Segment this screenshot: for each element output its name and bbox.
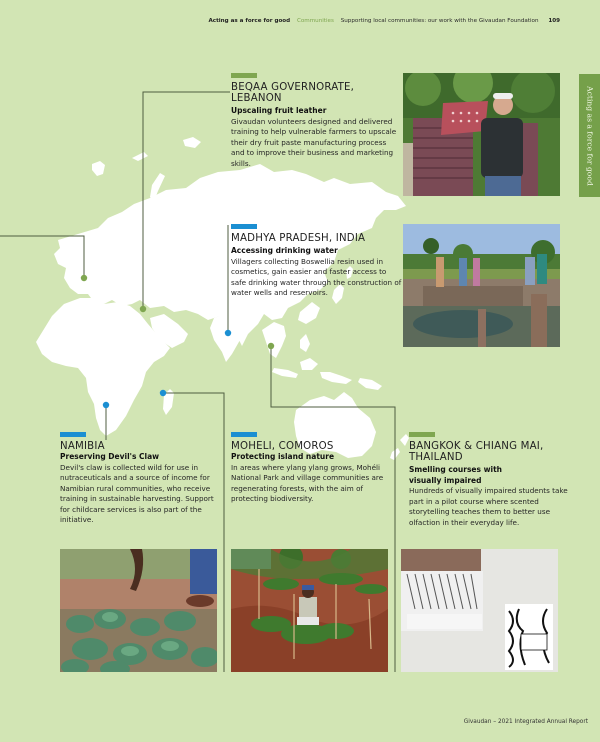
header-subsection: Communities xyxy=(296,18,334,24)
green-accent-bar xyxy=(409,432,435,437)
header-title: Supporting local communities: our work with the Givaudan Foundation xyxy=(340,18,539,24)
project-body: In areas where ylang ylang grows, Mohéli National Park and village communities are regenerating forests, with the aim of protecting biodiversity. xyxy=(231,462,384,503)
blue-accent-bar xyxy=(60,432,86,437)
running-header xyxy=(208,19,560,25)
project-body: Villagers collecting Boswellia resin used in cosmetics, gain easier and faster access to safe drinking water through the construction of water wells and reservoirs. xyxy=(231,256,402,297)
blue-accent-bar xyxy=(231,224,257,229)
page-number: 109 xyxy=(548,18,560,24)
blue-accent-bar xyxy=(231,432,257,437)
project-place: MOHELI, COMOROS xyxy=(231,441,334,452)
project-headline: Smelling courses with visually impaired xyxy=(409,465,503,485)
project-headline: Preserving Devil's Claw xyxy=(60,452,160,461)
project-headline: Protecting island nature xyxy=(231,452,335,461)
project-place: BEQAA GOVERNORATE, LEBANON xyxy=(231,82,355,104)
land-masses xyxy=(36,137,409,460)
project-body: Hundreds of visually impaired students take part in a pilot course where scented storytelling teaches them to better use olfaction in their everyday life. xyxy=(409,486,568,527)
green-accent-bar xyxy=(231,73,257,78)
project-namibia xyxy=(60,432,222,526)
project-thailand xyxy=(409,432,579,528)
header-section: Acting as a force for good xyxy=(208,18,291,24)
location-dot-namibia xyxy=(103,402,109,408)
location-dot-india xyxy=(225,330,231,336)
project-india xyxy=(231,224,403,299)
vegetable-garden-photo xyxy=(60,549,217,672)
project-headline: Accessing drinking water xyxy=(231,246,338,255)
location-dot-comoros xyxy=(160,390,166,396)
location-dot-lebanon xyxy=(140,306,146,312)
reforestation-planting-photo xyxy=(231,549,388,672)
project-lebanon xyxy=(231,73,401,169)
project-place: MADHYA PRADESH, INDIA xyxy=(231,233,366,244)
project-body: Givaudan volunteers designed and delivered training to help vulnerable farmers to upscale their dry fruit paste manufacturing process and to improve their business and marketing skills. xyxy=(231,116,397,168)
project-comoros xyxy=(231,432,395,505)
project-headline: Upscaling fruit leather xyxy=(231,106,327,115)
side-tab-label: Acting as a force for good xyxy=(585,85,594,186)
scent-strips-braille-book-photo xyxy=(401,549,558,672)
project-place: BANGKOK & CHIANG MAI, THAILAND xyxy=(409,441,544,463)
location-dot-france xyxy=(81,275,87,281)
page-footer: Givaudan – 2021 Integrated Annual Report xyxy=(463,719,588,725)
water-well-photo xyxy=(403,224,560,347)
location-dot-thailand xyxy=(268,343,274,349)
section-side-tab[interactable] xyxy=(579,74,600,197)
project-place: NAMIBIA xyxy=(60,441,105,452)
project-body: Devil's claw is collected wild for use in nutraceuticals and a source of income for Namibian rural communities, who receive training in sustainable harvesting. Support for childcare services is also part of the initiative. xyxy=(60,462,214,524)
man-holding-fruit-trays-photo xyxy=(403,73,560,196)
